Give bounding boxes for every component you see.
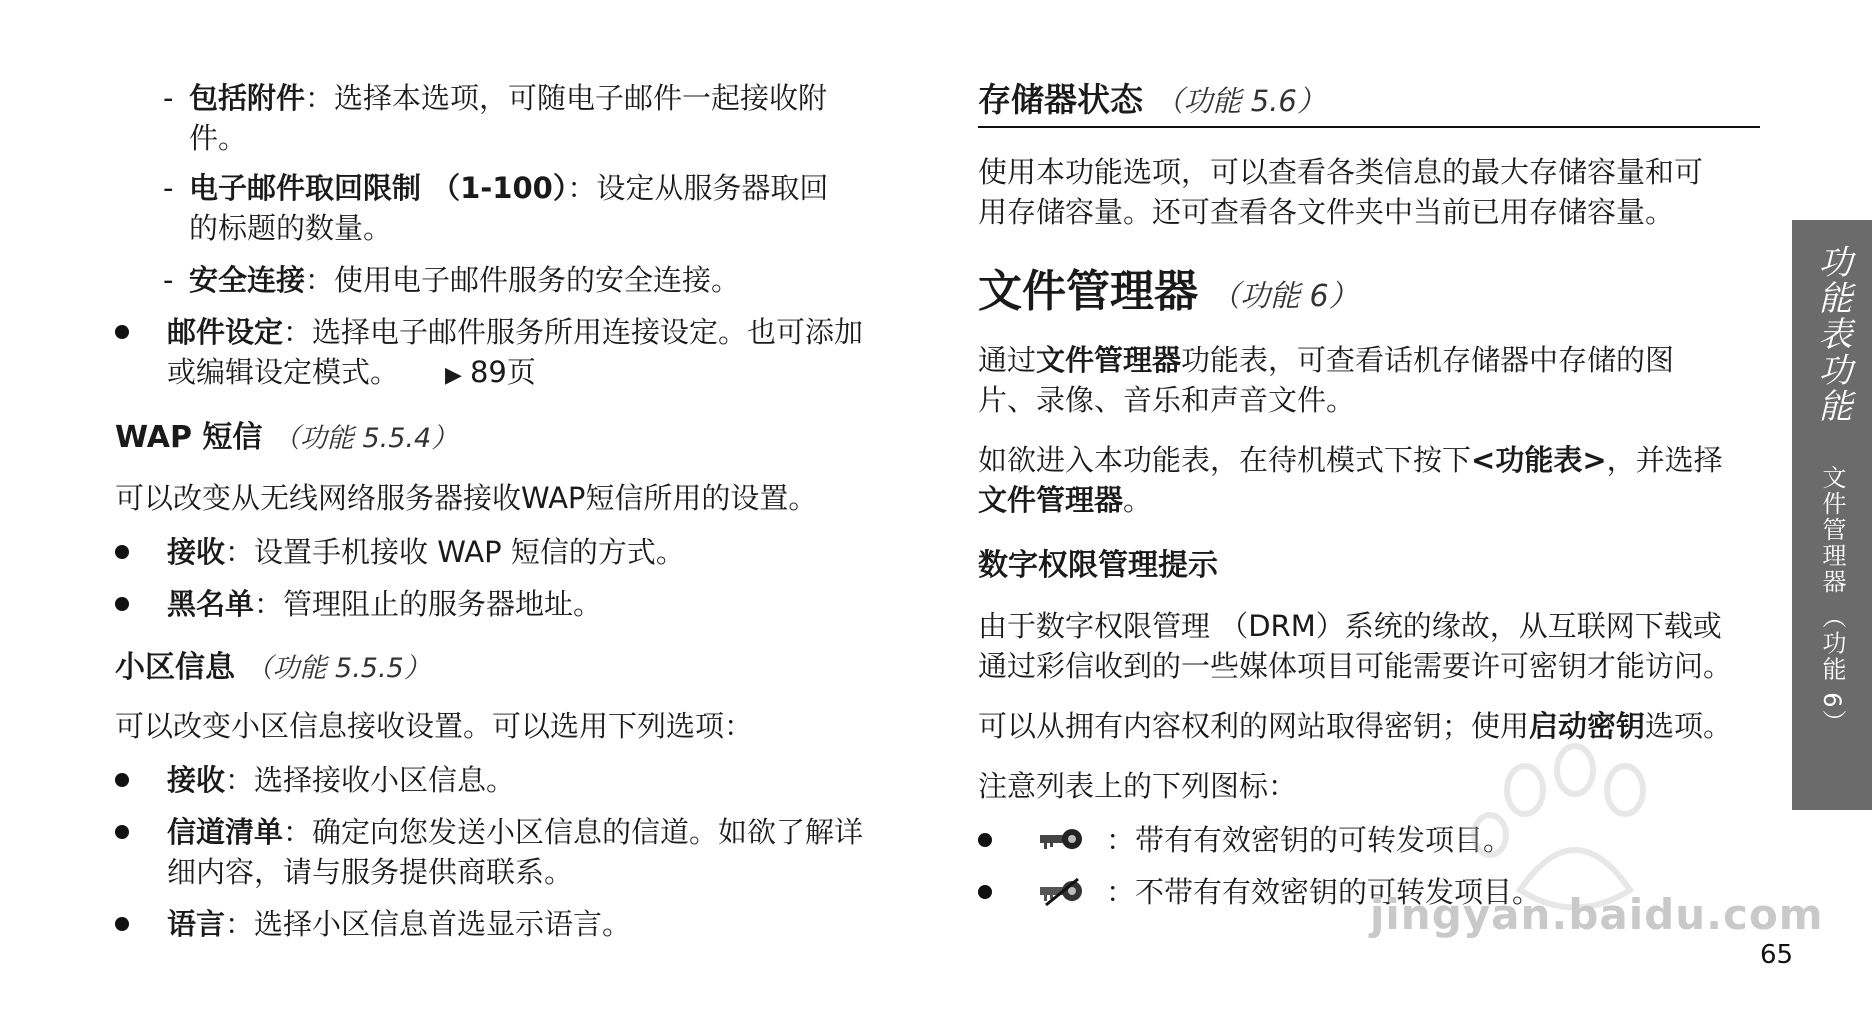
- menu-term: 文件管理器: [978, 483, 1124, 517]
- text-run: 选项。: [1645, 709, 1733, 743]
- text-run: 。: [1123, 483, 1153, 517]
- section-title: 存储器状态: [978, 80, 1143, 119]
- file-manager-paragraph-1-line-2: 片、录像、音乐和声音文件。: [978, 383, 1356, 417]
- text-run: 可以从拥有内容权利的网站取得密钥；使用: [978, 709, 1530, 743]
- bullet-dot: [978, 885, 992, 899]
- file-manager-paragraph-2: [978, 440, 1723, 480]
- bullet-dot: [115, 917, 129, 931]
- text-run: 功能表，可查看话机存储器中存储的图: [1181, 343, 1675, 377]
- item-text: ：设置手机接收 WAP 短信的方式。: [225, 535, 685, 569]
- watermark-text: jingyan.baidu.com: [1370, 890, 1824, 939]
- item-continuation: 的标题的数量。: [189, 211, 393, 245]
- item-text: ：选择电子邮件服务所用连接设定。也可添加: [283, 315, 864, 349]
- text-run: ，并选择: [1606, 443, 1723, 477]
- page-number: 65: [1760, 940, 1794, 970]
- item-term: 语言: [167, 907, 226, 941]
- drm-heading: [978, 546, 1218, 586]
- item-text: ：使用电子邮件服务的安全连接。: [305, 263, 741, 297]
- item-text: ：选择接收小区信息。: [225, 763, 516, 797]
- function-number: （功能 5.5.4）: [272, 423, 459, 454]
- bullet-dot: [115, 825, 129, 839]
- drm-line-1: 由于数字权限管理 （DRM）系统的缘故，从互联网下载或: [978, 609, 1722, 643]
- bullet-dot: [115, 597, 129, 611]
- wap-description: 可以改变从无线网络服务器接收WAP短信所用的设置。: [115, 481, 818, 515]
- storage-line-1: 使用本功能选项，可以查看各类信息的最大存储容量和可: [978, 155, 1704, 189]
- menu-term: 启动密钥: [1529, 709, 1646, 743]
- item-text: ：选择本选项，可随电子邮件一起接收附: [305, 81, 828, 115]
- invalid-key-icon: [1038, 877, 1086, 907]
- valid-key-icon: [1038, 825, 1086, 855]
- file-manager-heading: [978, 264, 1359, 325]
- dash-marker: -: [163, 171, 174, 205]
- item-text: ：确定向您发送小区信息的信道。如欲了解详: [283, 815, 864, 849]
- file-manager-paragraph-2-line-2: [978, 480, 1152, 520]
- item-term: 安全连接: [189, 263, 306, 297]
- text-run: 如欲进入本功能表，在待机模式下按下: [978, 443, 1472, 477]
- text-run: 通过: [978, 343, 1037, 377]
- bullet-dot: [115, 545, 129, 559]
- storage-section-heading: [978, 78, 1326, 123]
- item-term: 包括附件: [189, 81, 306, 115]
- dash-marker: -: [163, 263, 174, 297]
- item-text: ：选择小区信息首选显示语言。: [225, 907, 632, 941]
- icon-description: ：不带有有效密钥的可转发项目。: [1106, 875, 1542, 909]
- wap-section-heading: [115, 418, 458, 459]
- item-continuation: 件。: [189, 121, 248, 155]
- section-title: WAP 短信: [115, 420, 263, 455]
- icon-description: ：带有有效密钥的可转发项目。: [1106, 823, 1513, 857]
- chapter-subtitle: 文件管理器 （功能 6）: [1818, 465, 1846, 736]
- item-continuation: 或编辑设定模式。: [167, 355, 400, 389]
- section-title: 小区信息: [115, 650, 235, 685]
- bullet-dot: [115, 773, 129, 787]
- file-manager-paragraph-1: [978, 340, 1674, 380]
- item-term: 电子邮件取回限制 （1-100）: [189, 171, 568, 205]
- dash-marker: -: [163, 81, 174, 115]
- softkey-term: <功能表>: [1471, 443, 1607, 477]
- heading-rule: [978, 126, 1760, 128]
- bullet-dot: [978, 833, 992, 847]
- item-term: 信道清单: [167, 815, 284, 849]
- drm-paragraph-3: 注意列表上的下列图标：: [978, 769, 1298, 803]
- cell-info-section-heading: [115, 648, 431, 689]
- chapter-side-tab: [1792, 220, 1872, 810]
- menu-term: 文件管理器: [1036, 343, 1182, 377]
- chapter-title: 功能表功能: [1812, 244, 1852, 424]
- section-title: 数字权限管理提示: [978, 548, 1218, 583]
- item-term: 接收: [167, 763, 226, 797]
- item-text: ：管理阻止的服务器地址。: [254, 587, 603, 621]
- function-number: （功能 6）: [1210, 279, 1359, 314]
- page-ref-arrow-icon: ▶: [445, 363, 462, 388]
- item-text: ：设定从服务器取回: [567, 171, 829, 205]
- item-term: 邮件设定: [167, 315, 284, 349]
- item-term: 接收: [167, 535, 226, 569]
- section-title: 文件管理器: [978, 266, 1198, 317]
- drm-line-2: 通过彩信收到的一些媒体项目可能需要许可密钥才能访问。: [978, 649, 1733, 683]
- item-continuation: 细内容，请与服务提供商联系。: [167, 855, 574, 889]
- storage-line-2: 用存储容量。还可查看各文件夹中当前已用存储容量。: [978, 195, 1675, 229]
- page-ref-link[interactable]: 89页: [469, 355, 536, 389]
- function-number: （功能 5.5.5）: [245, 653, 431, 684]
- item-term: 黑名单: [167, 587, 255, 621]
- cell-info-description: 可以改变小区信息接收设置。可以选用下列选项：: [115, 709, 754, 743]
- function-number: （功能 5.6）: [1154, 84, 1326, 118]
- bullet-dot: [115, 325, 129, 339]
